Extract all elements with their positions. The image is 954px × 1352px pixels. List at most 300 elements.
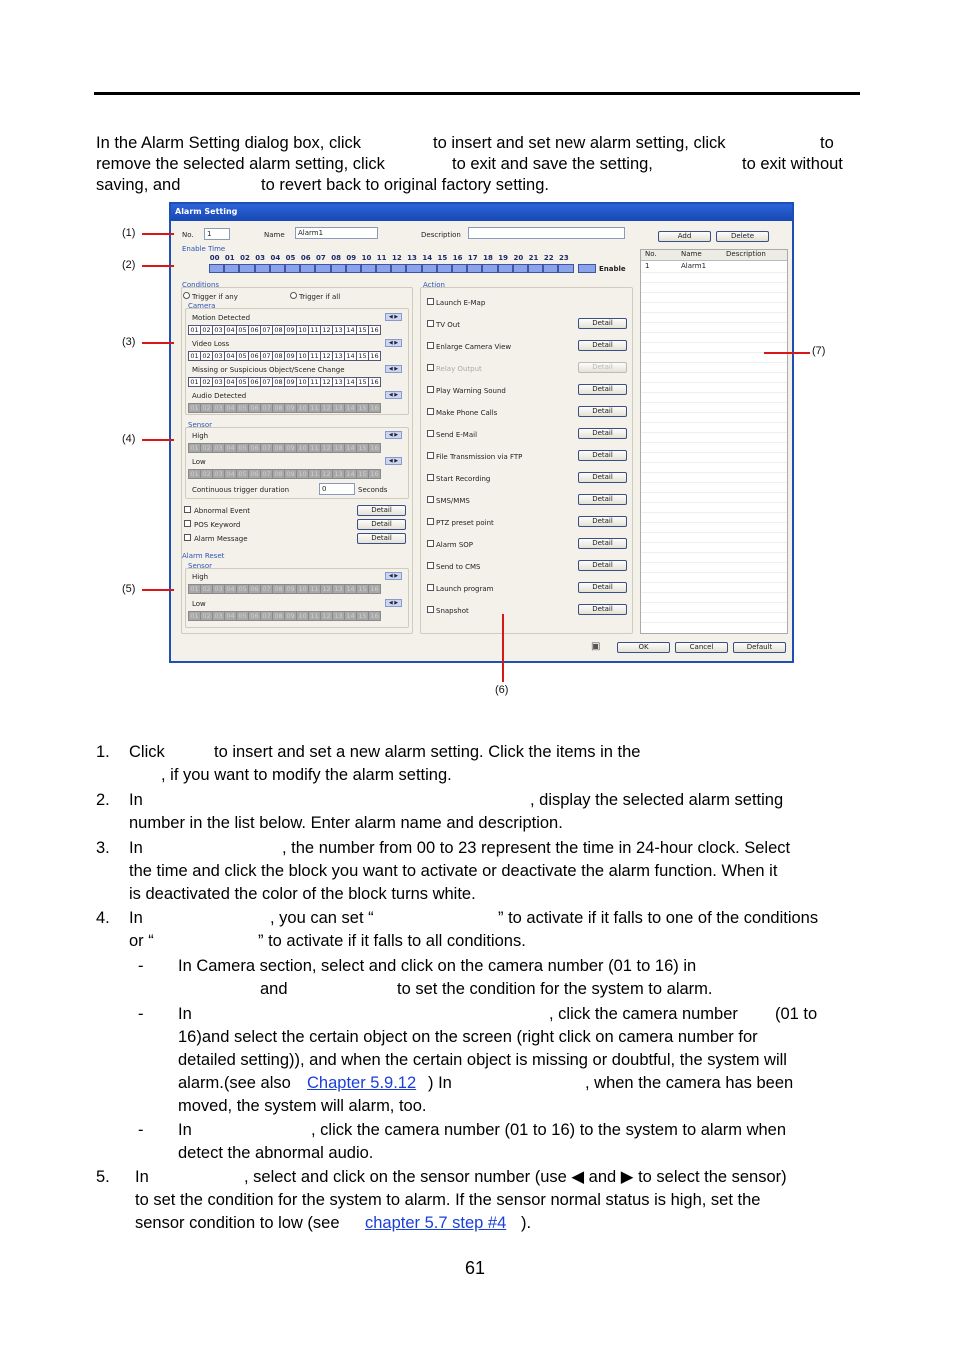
camera-number[interactable]: 10: [296, 351, 309, 361]
action-checkbox[interactable]: [427, 320, 434, 327]
hour-block[interactable]: [513, 264, 528, 273]
list-gridline: [641, 332, 787, 333]
camera-number[interactable]: 01: [188, 584, 201, 594]
hour-block[interactable]: [331, 264, 346, 273]
pos-detail-button[interactable]: Detail: [357, 519, 406, 530]
hour-block[interactable]: [255, 264, 270, 273]
hour-block[interactable]: [437, 264, 452, 273]
list-gridline: [641, 312, 787, 313]
camera-number[interactable]: 08: [272, 377, 285, 387]
hour-block[interactable]: [346, 264, 361, 273]
camera-number[interactable]: 11: [308, 403, 321, 413]
alarm-message-detail-button[interactable]: Detail: [357, 533, 406, 544]
chapter-link[interactable]: Chapter 5.9.12: [307, 1074, 417, 1092]
audio-arrows[interactable]: ◀ ▶: [385, 391, 402, 399]
hour-block[interactable]: [209, 264, 224, 273]
step-text: ) In: [428, 1074, 452, 1092]
camera-number[interactable]: 06: [248, 611, 261, 621]
step-text: , click the camera number: [549, 1005, 738, 1023]
list-gridline: [641, 292, 787, 293]
camera-number[interactable]: 13: [332, 377, 345, 387]
action-detail-button[interactable]: Detail: [578, 582, 627, 593]
video-loss-arrows[interactable]: ◀ ▶: [385, 339, 402, 347]
missing-camera-row[interactable]: [188, 377, 380, 387]
missing-label: Missing or Suspicious Object/Scene Change: [192, 366, 345, 374]
list-gridline: [641, 422, 787, 423]
abnormal-event-label: Abnormal Event: [194, 507, 251, 515]
no-label: No.: [182, 231, 194, 239]
hour-block[interactable]: [482, 264, 497, 273]
camera-number[interactable]: 14: [344, 611, 357, 621]
alarm-setting-dialog: [169, 202, 794, 663]
camera-number[interactable]: 03: [212, 584, 225, 594]
camera-number[interactable]: 09: [284, 443, 297, 453]
delete-button[interactable]: Delete: [716, 231, 769, 242]
camera-number[interactable]: 11: [308, 611, 321, 621]
hour-blocks[interactable]: [209, 264, 574, 273]
camera-number[interactable]: 04: [224, 403, 237, 413]
reset-high-row[interactable]: [188, 584, 380, 594]
camera-number[interactable]: 10: [296, 584, 309, 594]
action-detail-button[interactable]: Detail: [578, 428, 627, 439]
hour-block[interactable]: [528, 264, 543, 273]
callout-5: (5): [122, 583, 136, 595]
reset-low-arrows[interactable]: ◀ ▶: [385, 599, 402, 607]
camera-number[interactable]: 03: [212, 377, 225, 387]
action-label: PTZ preset point: [436, 519, 494, 527]
camera-number[interactable]: 12: [320, 469, 333, 479]
pos-keyword-checkbox[interactable]: [184, 520, 191, 527]
trigger-any-radio[interactable]: [183, 292, 190, 299]
camera-number[interactable]: 09: [284, 403, 297, 413]
hour-block[interactable]: [376, 264, 391, 273]
step-text: the time and click the block you want to activate or deactivate the alarm function. When it: [129, 862, 778, 880]
camera-number[interactable]: 14: [344, 403, 357, 413]
missing-arrows[interactable]: ◀ ▶: [385, 365, 402, 373]
camera-number[interactable]: 04: [224, 325, 237, 335]
step-text: number in the list below. Enter alarm name and description.: [129, 814, 563, 832]
callout-line-2: [142, 265, 174, 267]
camera-number[interactable]: 03: [212, 351, 225, 361]
step-text: In: [178, 1121, 192, 1139]
camera-number[interactable]: 02: [200, 351, 213, 361]
action-detail-button[interactable]: Detail: [578, 516, 627, 527]
list-gridline: [641, 402, 787, 403]
camera-number[interactable]: 09: [284, 611, 297, 621]
step-text: , when the camera has been: [585, 1074, 794, 1092]
hour-block[interactable]: [558, 264, 573, 273]
camera-number[interactable]: 06: [248, 584, 261, 594]
action-label: File Transmission via FTP: [436, 453, 523, 461]
camera-number[interactable]: 15: [356, 469, 369, 479]
hour-block[interactable]: [239, 264, 254, 273]
camera-number[interactable]: 10: [296, 611, 309, 621]
camera-number[interactable]: 01: [188, 403, 201, 413]
action-detail-button[interactable]: Detail: [578, 406, 627, 417]
list-gridline: [641, 282, 787, 283]
camera-number[interactable]: 08: [272, 469, 285, 479]
list-gridline: [641, 372, 787, 373]
motion-label: Motion Detected: [192, 314, 251, 322]
list-gridline: [641, 602, 787, 603]
camera-number[interactable]: 13: [332, 443, 345, 453]
action-checkbox[interactable]: [427, 562, 434, 569]
ok-button[interactable]: OK: [617, 642, 670, 653]
camera-number[interactable]: 14: [344, 325, 357, 335]
callout-7: (7): [812, 345, 826, 357]
list-gridline: [641, 572, 787, 573]
add-button[interactable]: Add: [658, 231, 711, 242]
camera-number[interactable]: 15: [356, 351, 369, 361]
name-field[interactable]: Alarm1: [295, 227, 378, 239]
callout-line-3: [142, 342, 174, 344]
camera-number[interactable]: 13: [332, 351, 345, 361]
camera-number[interactable]: 08: [272, 325, 285, 335]
camera-number[interactable]: 08: [272, 443, 285, 453]
camera-number[interactable]: 03: [212, 325, 225, 335]
camera-number[interactable]: 14: [344, 443, 357, 453]
list-gridline: [641, 472, 787, 473]
action-detail-button[interactable]: Detail: [578, 384, 627, 395]
printer-icon[interactable]: ▣: [591, 641, 601, 652]
intro-text: to exit without: [742, 155, 843, 173]
description-field[interactable]: [468, 227, 625, 239]
camera-number[interactable]: 11: [308, 325, 321, 335]
camera-number[interactable]: 04: [224, 377, 237, 387]
intro-text: In the Alarm Setting dialog box, click: [96, 134, 362, 152]
camera-number[interactable]: 09: [284, 325, 297, 335]
list-gridline: [641, 512, 787, 513]
camera-number[interactable]: 05: [236, 443, 249, 453]
action-detail-button[interactable]: Detail: [578, 472, 627, 483]
camera-number[interactable]: 01: [188, 325, 201, 335]
default-button[interactable]: Default: [733, 642, 786, 653]
no-field[interactable]: 1: [204, 228, 230, 240]
cancel-button[interactable]: Cancel: [675, 642, 728, 653]
camera-number[interactable]: 12: [320, 443, 333, 453]
camera-number[interactable]: 16: [368, 443, 381, 453]
camera-number[interactable]: 14: [344, 351, 357, 361]
sensor-high-label: High: [192, 432, 209, 440]
abnormal-detail-button[interactable]: Detail: [357, 505, 406, 516]
hour-label: 19: [498, 254, 509, 262]
camera-number[interactable]: 15: [356, 325, 369, 335]
reset-low-row[interactable]: [188, 611, 380, 621]
camera-number[interactable]: 13: [332, 611, 345, 621]
camera-number[interactable]: 11: [308, 443, 321, 453]
action-checkbox[interactable]: [427, 452, 434, 459]
hour-block[interactable]: [467, 264, 482, 273]
table-row[interactable]: [641, 262, 787, 272]
audio-camera-row[interactable]: [188, 403, 380, 413]
camera-number[interactable]: 12: [320, 377, 333, 387]
camera-number[interactable]: 14: [344, 584, 357, 594]
sensor-low-arrows[interactable]: ◀ ▶: [385, 457, 402, 465]
motion-arrows[interactable]: ◀ ▶: [385, 313, 402, 321]
hour-block[interactable]: [452, 264, 467, 273]
camera-number[interactable]: 16: [368, 584, 381, 594]
camera-number[interactable]: 01: [188, 351, 201, 361]
action-detail-button[interactable]: Detail: [578, 362, 627, 373]
camera-number[interactable]: 02: [200, 377, 213, 387]
camera-number[interactable]: 02: [200, 443, 213, 453]
camera-number[interactable]: 13: [332, 584, 345, 594]
hour-block[interactable]: [422, 264, 437, 273]
action-detail-button[interactable]: Detail: [578, 560, 627, 571]
camera-number[interactable]: 09: [284, 377, 297, 387]
list-gridline: [641, 482, 787, 483]
camera-number[interactable]: 14: [344, 469, 357, 479]
hour-label: 11: [376, 254, 387, 262]
camera-number[interactable]: 06: [248, 325, 261, 335]
camera-number[interactable]: 06: [248, 469, 261, 479]
abnormal-event-checkbox[interactable]: [184, 506, 191, 513]
hour-label: 22: [543, 254, 554, 262]
camera-number[interactable]: 07: [260, 584, 273, 594]
camera-number[interactable]: 03: [212, 443, 225, 453]
camera-number[interactable]: 07: [260, 611, 273, 621]
camera-number[interactable]: 05: [236, 469, 249, 479]
step-text: In: [178, 1005, 192, 1023]
camera-number[interactable]: 16: [368, 469, 381, 479]
camera-number[interactable]: 07: [260, 377, 273, 387]
action-checkbox[interactable]: [427, 540, 434, 547]
camera-number[interactable]: 12: [320, 611, 333, 621]
chapter-link[interactable]: chapter 5.7 step #4: [365, 1214, 507, 1232]
camera-number[interactable]: 05: [236, 611, 249, 621]
list-gridline: [641, 302, 787, 303]
camera-number[interactable]: 13: [332, 469, 345, 479]
step-number: 2.: [96, 791, 110, 809]
action-checkbox[interactable]: [427, 584, 434, 591]
reset-high-arrows[interactable]: ◀ ▶: [385, 572, 402, 580]
camera-number[interactable]: 02: [200, 469, 213, 479]
hour-block[interactable]: [224, 264, 239, 273]
list-gridline: [641, 492, 787, 493]
camera-number[interactable]: 15: [356, 377, 369, 387]
camera-number[interactable]: 10: [296, 325, 309, 335]
action-checkbox[interactable]: [427, 298, 434, 305]
camera-number[interactable]: 02: [200, 584, 213, 594]
camera-number[interactable]: 12: [320, 403, 333, 413]
action-checkbox[interactable]: [427, 496, 434, 503]
reset-low-label: Low: [192, 600, 206, 608]
step-text: , you can set “: [270, 909, 374, 927]
alarm-reset-label: Alarm Reset: [182, 552, 225, 560]
hour-label: 21: [528, 254, 539, 262]
trigger-all-radio[interactable]: [290, 292, 297, 299]
action-checkbox[interactable]: [427, 606, 434, 613]
hour-block[interactable]: [543, 264, 558, 273]
camera-number[interactable]: 12: [320, 351, 333, 361]
step-text: ).: [521, 1214, 532, 1232]
camera-number[interactable]: 04: [224, 584, 237, 594]
conditions-label: Conditions: [182, 281, 220, 289]
camera-number[interactable]: 15: [356, 611, 369, 621]
camera-number[interactable]: 07: [260, 403, 273, 413]
camera-number[interactable]: 12: [320, 584, 333, 594]
action-label: Action: [423, 281, 445, 289]
step-text: Click: [129, 743, 165, 761]
camera-number[interactable]: 10: [296, 377, 309, 387]
camera-number[interactable]: 07: [260, 351, 273, 361]
camera-number[interactable]: 04: [224, 443, 237, 453]
step-text: , if you want to modify the alarm setting.: [161, 766, 452, 784]
action-label: Launch program: [436, 585, 494, 593]
intro-paragraph: [96, 133, 866, 196]
camera-number[interactable]: 07: [260, 469, 273, 479]
camera-number[interactable]: 05: [236, 584, 249, 594]
camera-number[interactable]: 01: [188, 443, 201, 453]
action-checkbox[interactable]: [427, 408, 434, 415]
camera-number[interactable]: 01: [188, 611, 201, 621]
camera-number[interactable]: 09: [284, 584, 297, 594]
camera-number[interactable]: 04: [224, 611, 237, 621]
camera-number[interactable]: 05: [236, 325, 249, 335]
action-checkbox[interactable]: [427, 430, 434, 437]
camera-number[interactable]: 01: [188, 469, 201, 479]
hour-block[interactable]: [498, 264, 513, 273]
camera-number[interactable]: 02: [200, 403, 213, 413]
alarm-message-checkbox[interactable]: [184, 534, 191, 541]
intro-text: saving, and: [96, 176, 181, 194]
camera-number[interactable]: 08: [272, 403, 285, 413]
step-text: In: [135, 1168, 149, 1186]
step-text: In Camera section, select and click on the camera number (01 to 16) in: [178, 957, 697, 975]
page-number: 61: [465, 1258, 486, 1278]
action-detail-button[interactable]: Detail: [578, 604, 627, 615]
alarm-list[interactable]: [640, 249, 788, 634]
hour-label: 03: [255, 254, 266, 262]
step-text: In: [129, 909, 143, 927]
camera-number[interactable]: 06: [248, 403, 261, 413]
camera-number[interactable]: 04: [224, 351, 237, 361]
row-name: Alarm1: [681, 262, 707, 270]
camera-number[interactable]: 11: [308, 584, 321, 594]
list-gridline: [641, 612, 787, 613]
hour-block[interactable]: [315, 264, 330, 273]
continuous-trigger-field[interactable]: 0: [319, 483, 355, 495]
dash: -: [138, 957, 144, 975]
camera-number[interactable]: 01: [188, 377, 201, 387]
list-gridline: [641, 622, 787, 623]
hour-block[interactable]: [406, 264, 421, 273]
camera-number[interactable]: 02: [200, 325, 213, 335]
camera-number[interactable]: 16: [368, 325, 381, 335]
name-label: Name: [264, 231, 285, 239]
hour-block[interactable]: [361, 264, 376, 273]
intro-text: to revert back to original factory setting.: [261, 176, 549, 194]
video-loss-camera-row[interactable]: [188, 351, 380, 361]
callout-1: (1): [122, 227, 136, 239]
camera-number[interactable]: 13: [332, 325, 345, 335]
camera-number[interactable]: 03: [212, 403, 225, 413]
hour-block[interactable]: [270, 264, 285, 273]
camera-number[interactable]: 03: [212, 611, 225, 621]
callout-6: (6): [495, 684, 509, 696]
sensor-low-row[interactable]: [188, 469, 380, 479]
list-gridline: [641, 392, 787, 393]
hour-block[interactable]: [300, 264, 315, 273]
camera-number[interactable]: 08: [272, 584, 285, 594]
sensor-high-row[interactable]: [188, 443, 380, 453]
camera-number[interactable]: 16: [368, 351, 381, 361]
hour-label: 15: [437, 254, 448, 262]
action-checkbox[interactable]: [427, 474, 434, 481]
reset-high-label: High: [192, 573, 209, 581]
camera-number[interactable]: 11: [308, 351, 321, 361]
camera-number[interactable]: 08: [272, 611, 285, 621]
camera-number[interactable]: 10: [296, 469, 309, 479]
camera-number[interactable]: 04: [224, 469, 237, 479]
motion-camera-row[interactable]: [188, 325, 380, 335]
camera-number[interactable]: 02: [200, 611, 213, 621]
camera-number[interactable]: 03: [212, 469, 225, 479]
camera-number[interactable]: 05: [236, 351, 249, 361]
camera-number[interactable]: 05: [236, 377, 249, 387]
camera-number[interactable]: 14: [344, 377, 357, 387]
action-detail-button[interactable]: Detail: [578, 450, 627, 461]
list-gridline: [641, 462, 787, 463]
camera-number[interactable]: 06: [248, 443, 261, 453]
camera-number[interactable]: 07: [260, 443, 273, 453]
list-gridline: [641, 362, 787, 363]
hour-block[interactable]: [285, 264, 300, 273]
action-detail-button[interactable]: Detail: [578, 494, 627, 505]
action-detail-button[interactable]: Detail: [578, 340, 627, 351]
action-checkbox[interactable]: [427, 518, 434, 525]
camera-number[interactable]: 07: [260, 325, 273, 335]
trigger-any-label: Trigger if any: [192, 293, 238, 301]
step-text: , select and click on the sensor number (use ◀ and ▶ to select the sensor): [244, 1168, 787, 1186]
hour-labels: [207, 254, 572, 262]
step-text: In: [129, 839, 143, 857]
hour-label: 09: [346, 254, 357, 262]
camera-label: Camera: [188, 302, 216, 310]
action-checkbox[interactable]: [427, 386, 434, 393]
camera-number[interactable]: 15: [356, 403, 369, 413]
camera-number[interactable]: 08: [272, 351, 285, 361]
camera-number[interactable]: 06: [248, 377, 261, 387]
hour-label: 12: [391, 254, 402, 262]
action-label: Relay Output: [436, 365, 482, 373]
camera-number[interactable]: 05: [236, 403, 249, 413]
camera-number[interactable]: 10: [296, 443, 309, 453]
camera-number[interactable]: 09: [284, 469, 297, 479]
camera-number[interactable]: 12: [320, 325, 333, 335]
camera-number[interactable]: 11: [308, 377, 321, 387]
camera-number[interactable]: 16: [368, 611, 381, 621]
action-detail-button[interactable]: Detail: [578, 318, 627, 329]
camera-number[interactable]: 06: [248, 351, 261, 361]
camera-number[interactable]: 16: [368, 403, 381, 413]
camera-number[interactable]: 15: [356, 443, 369, 453]
list-gridline: [641, 532, 787, 533]
camera-number[interactable]: 15: [356, 584, 369, 594]
action-detail-button[interactable]: Detail: [578, 538, 627, 549]
camera-number[interactable]: 09: [284, 351, 297, 361]
step-text: In: [129, 791, 143, 809]
sensor-high-arrows[interactable]: ◀ ▶: [385, 431, 402, 439]
action-checkbox[interactable]: [427, 342, 434, 349]
camera-number[interactable]: 16: [368, 377, 381, 387]
enable-time-label: Enable Time: [182, 245, 226, 253]
camera-number[interactable]: 13: [332, 403, 345, 413]
camera-number[interactable]: 10: [296, 403, 309, 413]
camera-number[interactable]: 11: [308, 469, 321, 479]
action-checkbox[interactable]: [427, 364, 434, 371]
hour-block[interactable]: [391, 264, 406, 273]
